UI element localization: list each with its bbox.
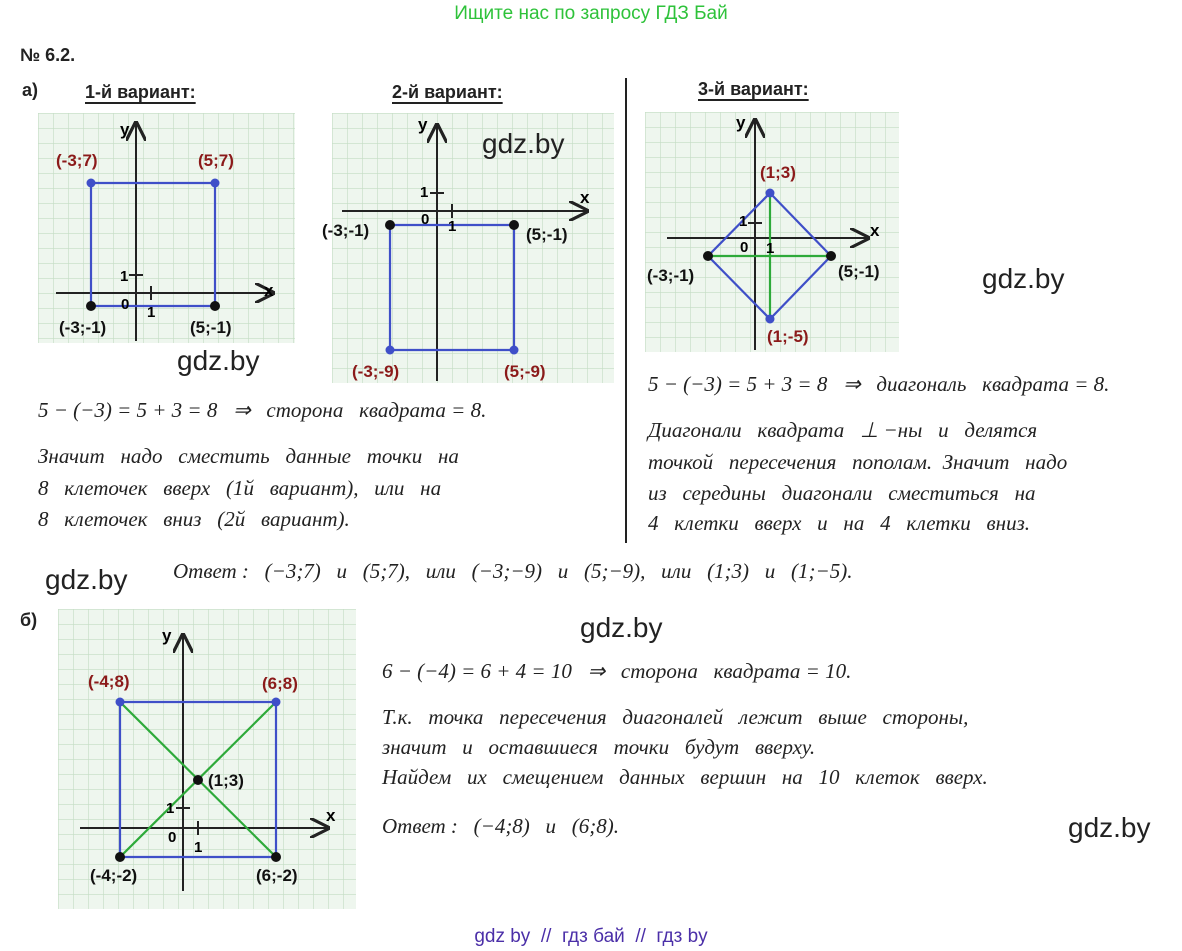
equation-a-left: 5 − (−3) = 5 + 3 = 8 ⇒ сторона квадрата = 8.	[38, 398, 487, 422]
text-line: из середины диагонали сместиться на	[648, 481, 1036, 505]
unit-y-label: 1	[420, 184, 429, 201]
answer-b: Ответ : (−4;8) и (6;8).	[382, 814, 620, 838]
point-label: (5;-1)	[838, 262, 880, 281]
point-label: (5;-1)	[526, 225, 568, 244]
point-label: (-3;-1)	[647, 266, 695, 285]
origin-label: 0	[421, 211, 430, 228]
part-b-label: б)	[20, 610, 38, 630]
axis-x-label: x	[326, 806, 336, 825]
text-line: Диагонали квадрата ⊥ −ны и делятся	[648, 418, 1038, 442]
point-label: (5;7)	[198, 151, 234, 170]
point-label: (-4;8)	[88, 672, 130, 691]
axis-y-label: y	[736, 113, 746, 132]
watermark: gdz.by	[177, 345, 260, 376]
text-line: Найдем их смещением данных вершин на 10 клеток вверх.	[382, 765, 988, 789]
point-label: (1;3)	[208, 771, 244, 790]
answer-a: Ответ : (−3;7) и (5;7), или (−3;−9) и (5;−9), или (1;3) и (1;−5).	[173, 559, 853, 583]
axis-x-label: x	[264, 281, 274, 300]
column-divider	[625, 78, 627, 543]
text-line: 8 клеточек вниз (2й вариант).	[38, 507, 350, 531]
unit-y-label: 1	[120, 268, 129, 285]
point-label: (-3;-1)	[322, 221, 370, 240]
origin-label: 0	[168, 829, 177, 846]
unit-x-label: 1	[766, 240, 775, 257]
variant-1-heading: 1-й вариант:	[85, 82, 196, 102]
watermark: gdz.by	[982, 263, 1065, 294]
footer-links[interactable]: gdz by // гдз бай // гдз by	[474, 926, 708, 947]
unit-x-label: 1	[147, 304, 156, 321]
point-label: (5;-9)	[504, 362, 546, 381]
variant-2-heading: 2-й вариант:	[392, 82, 503, 102]
graph-variant-3	[645, 112, 899, 352]
graph-part-b	[58, 609, 356, 909]
origin-label: 0	[740, 239, 749, 256]
axis-x-label: x	[870, 221, 880, 240]
point-label: (1;3)	[760, 163, 796, 182]
point-label: (-3;7)	[56, 151, 98, 170]
point-label: (-3;-9)	[352, 362, 400, 381]
graph-variant-1	[38, 113, 295, 343]
origin-label: 0	[121, 296, 130, 313]
equation-b: 6 − (−4) = 6 + 4 = 10 ⇒ сторона квадрата = 10.	[382, 659, 852, 683]
text-line: 8 клеточек вверх (1й вариант), или на	[38, 476, 442, 500]
axis-y-label: y	[418, 115, 428, 134]
watermark: gdz.by	[482, 128, 565, 159]
point-label: (1;-5)	[767, 327, 809, 346]
point-label: (5;-1)	[190, 318, 232, 337]
problem-number: № 6.2.	[20, 45, 76, 65]
variant-3-heading: 3-й вариант:	[698, 79, 809, 99]
top-banner[interactable]: Ищите нас по запросу ГДЗ Бай	[454, 3, 728, 24]
unit-x-label: 1	[194, 839, 203, 856]
text-line: 4 клетки вверх и на 4 клетки вниз.	[648, 511, 1031, 535]
watermark: gdz.by	[1068, 812, 1151, 843]
watermark: gdz.by	[45, 564, 128, 595]
axis-y-label: y	[162, 626, 172, 645]
graph-variant-2	[322, 113, 614, 383]
text-line: точкой пересечения пополам. Значит надо	[648, 450, 1068, 474]
point-label: (-3;-1)	[59, 318, 107, 337]
equation-a-right: 5 − (−3) = 5 + 3 = 8 ⇒ диагональ квадрата = 8.	[648, 372, 1110, 396]
part-a-label: а)	[22, 80, 39, 100]
unit-y-label: 1	[166, 800, 175, 817]
text-line: Т.к. точка пересечения диагоналей лежит выше стороны,	[382, 705, 969, 729]
point-label: (6;8)	[262, 674, 298, 693]
text-line: значит и оставшиеся точки будут вверху.	[382, 735, 816, 759]
point-label: (6;-2)	[256, 866, 298, 885]
axis-y-label: y	[120, 120, 130, 139]
unit-y-label: 1	[739, 213, 748, 230]
text-line: Значит надо сместить данные точки на	[38, 444, 459, 468]
watermark: gdz.by	[580, 612, 663, 643]
unit-x-label: 1	[448, 218, 457, 235]
axis-x-label: x	[580, 188, 590, 207]
point-label: (-4;-2)	[90, 866, 138, 885]
